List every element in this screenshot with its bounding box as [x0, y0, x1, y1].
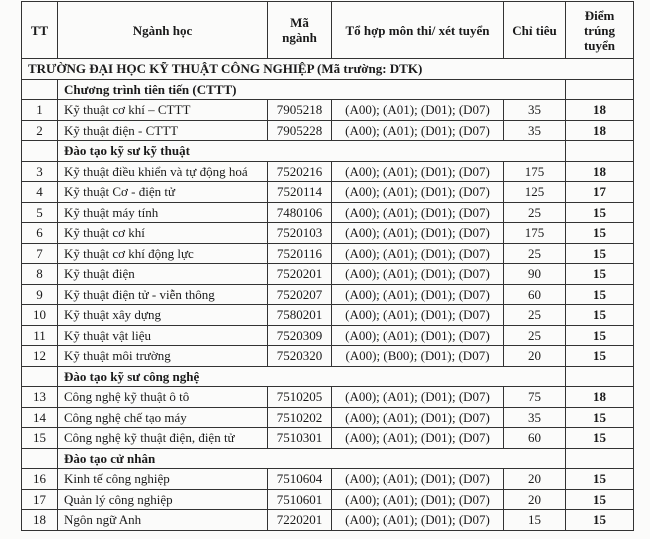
row-subject-combos: (A00); (B00); (D01); (D07): [332, 346, 504, 367]
row-score: 18: [566, 100, 634, 121]
row-score: 15: [566, 510, 634, 531]
row-quota: 20: [504, 346, 566, 367]
row-program-code: 7520207: [268, 284, 332, 305]
row-program-name: Kỹ thuật cơ khí: [58, 223, 268, 244]
row-score: 18: [566, 161, 634, 182]
row-tt: 3: [22, 161, 58, 182]
section-score-cell: [566, 141, 634, 162]
admission-score-table: [21, 1, 634, 531]
section-score-cell: [566, 366, 634, 387]
table-row: [22, 407, 634, 428]
row-subject-combos: (A00); (A01); (D01); (D07): [332, 469, 504, 490]
row-subject-combos: (A00); (A01); (D01); (D07): [332, 305, 504, 326]
table-row: [22, 202, 634, 223]
table-row: [22, 182, 634, 203]
row-program-code: 7520309: [268, 325, 332, 346]
row-program-name: Kỹ thuật máy tính: [58, 202, 268, 223]
section-tt-cell: [22, 366, 58, 387]
table-row: [22, 510, 634, 531]
table-row: [22, 469, 634, 490]
section-score-cell: [566, 79, 634, 100]
row-quota: 60: [504, 284, 566, 305]
row-program-name: Kỹ thuật điện tử - viễn thông: [58, 284, 268, 305]
row-tt: 11: [22, 325, 58, 346]
row-program-code: 7520114: [268, 182, 332, 203]
university-title: TRƯỜNG ĐẠI HỌC KỸ THUẬT CÔNG NGHIỆP (Mã trường: DTK): [22, 59, 634, 80]
section-title: Đào tạo kỹ sư công nghệ: [58, 366, 566, 387]
row-tt: 6: [22, 223, 58, 244]
row-score: 15: [566, 469, 634, 490]
row-program-name: Ngôn ngữ Anh: [58, 510, 268, 531]
row-subject-combos: (A00); (A01); (D01); (D07): [332, 202, 504, 223]
row-tt: 4: [22, 182, 58, 203]
row-program-code: 7520103: [268, 223, 332, 244]
row-quota: 20: [504, 469, 566, 490]
table-row: [22, 325, 634, 346]
row-score: 15: [566, 264, 634, 285]
row-quota: 25: [504, 243, 566, 264]
row-program-name: Kỹ thuật môi trường: [58, 346, 268, 367]
header-code: Mã ngành: [268, 2, 332, 59]
header-program: Ngành học: [58, 2, 268, 59]
table-row: [22, 284, 634, 305]
row-program-code: 7905228: [268, 120, 332, 141]
row-subject-combos: (A00); (A01); (D01); (D07): [332, 243, 504, 264]
row-score: 17: [566, 182, 634, 203]
row-subject-combos: (A00); (A01); (D01); (D07): [332, 182, 504, 203]
row-tt: 13: [22, 387, 58, 408]
row-program-code: 7510604: [268, 469, 332, 490]
row-program-name: Kỹ thuật cơ khí – CTTT: [58, 100, 268, 121]
row-program-name: Kỹ thuật Cơ - điện tử: [58, 182, 268, 203]
section-score-cell: [566, 448, 634, 469]
row-score: 15: [566, 489, 634, 510]
table-row: [22, 428, 634, 449]
row-program-code: 7520320: [268, 346, 332, 367]
row-quota: 90: [504, 264, 566, 285]
row-subject-combos: (A00); (A01); (D01); (D07): [332, 510, 504, 531]
row-subject-combos: (A00); (A01); (D01); (D07): [332, 407, 504, 428]
row-quota: 20: [504, 489, 566, 510]
row-tt: 9: [22, 284, 58, 305]
section-row: [22, 366, 634, 387]
row-score: 15: [566, 305, 634, 326]
row-tt: 5: [22, 202, 58, 223]
row-program-name: Công nghệ chế tạo máy: [58, 407, 268, 428]
row-subject-combos: (A00); (A01); (D01); (D07): [332, 489, 504, 510]
row-program-code: 7905218: [268, 100, 332, 121]
section-tt-cell: [22, 141, 58, 162]
row-tt: 18: [22, 510, 58, 531]
row-tt: 2: [22, 120, 58, 141]
row-program-name: Công nghệ kỹ thuật điện, điện tử: [58, 428, 268, 449]
row-program-code: 7510205: [268, 387, 332, 408]
header-score: Điểm trúng tuyển: [566, 2, 634, 59]
section-title: Chương trình tiên tiến (CTTT): [58, 79, 566, 100]
row-score: 15: [566, 202, 634, 223]
row-program-name: Kỹ thuật điều khiển và tự động hoá: [58, 161, 268, 182]
table-row: [22, 120, 634, 141]
row-program-code: 7520116: [268, 243, 332, 264]
row-quota: 125: [504, 182, 566, 203]
header-quota: Chỉ tiêu: [504, 2, 566, 59]
row-program-code: 7510301: [268, 428, 332, 449]
row-program-name: Kỹ thuật điện: [58, 264, 268, 285]
row-subject-combos: (A00); (A01); (D01); (D07): [332, 325, 504, 346]
row-subject-combos: (A00); (A01); (D01); (D07): [332, 100, 504, 121]
row-quota: 35: [504, 407, 566, 428]
row-program-code: 7520201: [268, 264, 332, 285]
row-subject-combos: (A00); (A01); (D01); (D07): [332, 387, 504, 408]
row-quota: 35: [504, 100, 566, 121]
row-tt: 15: [22, 428, 58, 449]
table-row: [22, 223, 634, 244]
row-subject-combos: (A00); (A01); (D01); (D07): [332, 161, 504, 182]
row-tt: 12: [22, 346, 58, 367]
section-title: Đào tạo kỹ sư kỹ thuật: [58, 141, 566, 162]
row-tt: 7: [22, 243, 58, 264]
row-subject-combos: (A00); (A01); (D01); (D07): [332, 223, 504, 244]
row-program-name: Quản lý công nghiệp: [58, 489, 268, 510]
row-program-name: Kỹ thuật điện - CTTT: [58, 120, 268, 141]
section-title: Đào tạo cử nhân: [58, 448, 566, 469]
row-program-code: 7480106: [268, 202, 332, 223]
row-quota: 25: [504, 305, 566, 326]
row-quota: 60: [504, 428, 566, 449]
table-row: [22, 161, 634, 182]
row-program-name: Kinh tế công nghiệp: [58, 469, 268, 490]
section-tt-cell: [22, 79, 58, 100]
row-tt: 17: [22, 489, 58, 510]
section-row: [22, 79, 634, 100]
table-body: [22, 59, 634, 531]
row-quota: 75: [504, 387, 566, 408]
row-program-code: 7520216: [268, 161, 332, 182]
row-subject-combos: (A00); (A01); (D01); (D07): [332, 284, 504, 305]
row-quota: 175: [504, 223, 566, 244]
table-row: [22, 264, 634, 285]
row-score: 18: [566, 387, 634, 408]
table-row: [22, 489, 634, 510]
row-tt: 14: [22, 407, 58, 428]
header-tt: TT: [22, 2, 58, 59]
section-row: [22, 141, 634, 162]
table-row: [22, 346, 634, 367]
row-score: 15: [566, 428, 634, 449]
section-tt-cell: [22, 448, 58, 469]
table-row: [22, 305, 634, 326]
row-quota: 35: [504, 120, 566, 141]
row-score: 18: [566, 120, 634, 141]
row-score: 15: [566, 243, 634, 264]
row-quota: 25: [504, 325, 566, 346]
row-tt: 8: [22, 264, 58, 285]
row-program-name: Kỹ thuật xây dựng: [58, 305, 268, 326]
row-tt: 16: [22, 469, 58, 490]
row-program-name: Kỹ thuật cơ khí động lực: [58, 243, 268, 264]
header-row: [22, 2, 634, 59]
row-score: 15: [566, 223, 634, 244]
table-row: [22, 243, 634, 264]
row-quota: 25: [504, 202, 566, 223]
row-subject-combos: (A00); (A01); (D01); (D07): [332, 428, 504, 449]
row-quota: 175: [504, 161, 566, 182]
table-row: [22, 100, 634, 121]
row-program-code: 7220201: [268, 510, 332, 531]
row-program-name: Công nghệ kỹ thuật ô tô: [58, 387, 268, 408]
section-row: [22, 448, 634, 469]
university-row: [22, 59, 634, 80]
row-subject-combos: (A00); (A01); (D01); (D07): [332, 264, 504, 285]
row-program-code: 7510202: [268, 407, 332, 428]
row-program-name: Kỹ thuật vật liệu: [58, 325, 268, 346]
row-subject-combos: (A00); (A01); (D01); (D07): [332, 120, 504, 141]
row-tt: 1: [22, 100, 58, 121]
header-combos: Tổ hợp môn thi/ xét tuyển: [332, 2, 504, 59]
row-score: 15: [566, 346, 634, 367]
row-score: 15: [566, 407, 634, 428]
row-quota: 15: [504, 510, 566, 531]
row-score: 15: [566, 284, 634, 305]
table-row: [22, 387, 634, 408]
row-program-code: 7580201: [268, 305, 332, 326]
row-program-code: 7510601: [268, 489, 332, 510]
row-tt: 10: [22, 305, 58, 326]
row-score: 15: [566, 325, 634, 346]
